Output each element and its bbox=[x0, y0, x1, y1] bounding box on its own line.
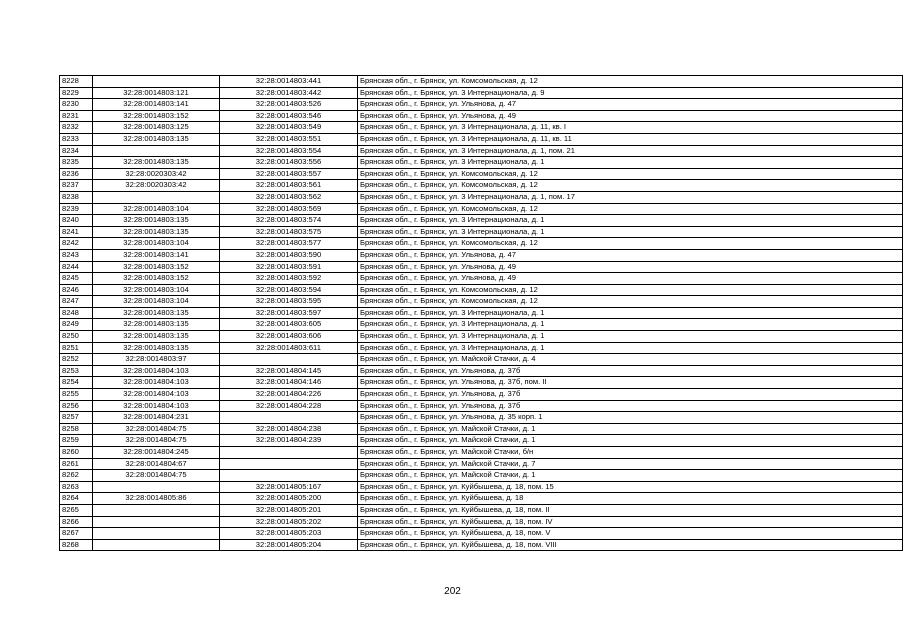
table-row bbox=[60, 528, 903, 540]
land-cadastral-number-cell: 32:28:0014803:97 bbox=[93, 354, 220, 366]
object-cadastral-number-cell: 32:28:0014803:442 bbox=[220, 87, 358, 99]
object-cadastral-number-cell bbox=[220, 447, 358, 459]
land-cadastral-number-cell: 32:28:0014804:245 bbox=[93, 447, 220, 459]
object-cadastral-number-cell: 32:28:0014803:606 bbox=[220, 331, 358, 343]
address-cell: Брянская обл., г. Брянск, ул. Куйбышева, д. 18, пом. II bbox=[358, 504, 903, 516]
land-cadastral-number-cell: 32:28:0014804:231 bbox=[93, 412, 220, 424]
row-number-cell: 8256 bbox=[60, 400, 93, 412]
table-row bbox=[60, 284, 903, 296]
land-cadastral-number-cell: 32:28:0020303:42 bbox=[93, 168, 220, 180]
land-cadastral-number-cell: 32:28:0014803:135 bbox=[93, 331, 220, 343]
address-cell: Брянская обл., г. Брянск, ул. Ульянова, д. 37б, пом. II bbox=[358, 377, 903, 389]
address-cell: Брянская обл., г. Брянск, ул. Майской Стачки, д. 1 bbox=[358, 423, 903, 435]
address-cell: Брянская обл., г. Брянск, ул. Комсомольская, д. 12 bbox=[358, 76, 903, 88]
table-row bbox=[60, 273, 903, 285]
table-row bbox=[60, 435, 903, 447]
object-cadastral-number-cell: 32:28:0014803:591 bbox=[220, 261, 358, 273]
row-number-cell: 8238 bbox=[60, 191, 93, 203]
object-cadastral-number-cell: 32:28:0014804:226 bbox=[220, 389, 358, 401]
object-cadastral-number-cell: 32:28:0014805:201 bbox=[220, 504, 358, 516]
table-row bbox=[60, 110, 903, 122]
row-number-cell: 8244 bbox=[60, 261, 93, 273]
address-cell: Брянская обл., г. Брянск, ул. 3 Интернационала, д. 1 bbox=[358, 319, 903, 331]
land-cadastral-number-cell: 32:28:0014803:125 bbox=[93, 122, 220, 134]
object-cadastral-number-cell: 32:28:0014804:145 bbox=[220, 365, 358, 377]
object-cadastral-number-cell: 32:28:0014803:592 bbox=[220, 273, 358, 285]
address-cell: Брянская обл., г. Брянск, ул. Майской Стачки, б/н bbox=[358, 447, 903, 459]
object-cadastral-number-cell: 32:28:0014803:526 bbox=[220, 99, 358, 111]
table-row bbox=[60, 180, 903, 192]
row-number-cell: 8233 bbox=[60, 133, 93, 145]
address-cell: Брянская обл., г. Брянск, ул. 3 Интернационала, д. 1, пом. 21 bbox=[358, 145, 903, 157]
object-cadastral-number-cell: 32:28:0014804:146 bbox=[220, 377, 358, 389]
address-cell: Брянская обл., г. Брянск, ул. Ульянова, д. 37б bbox=[358, 400, 903, 412]
row-number-cell: 8254 bbox=[60, 377, 93, 389]
land-cadastral-number-cell: 32:28:0014803:104 bbox=[93, 284, 220, 296]
object-cadastral-number-cell: 32:28:0014803:561 bbox=[220, 180, 358, 192]
table-row bbox=[60, 261, 903, 273]
row-number-cell: 8267 bbox=[60, 528, 93, 540]
row-number-cell: 8235 bbox=[60, 157, 93, 169]
row-number-cell: 8263 bbox=[60, 481, 93, 493]
row-number-cell: 8262 bbox=[60, 470, 93, 482]
row-number-cell: 8250 bbox=[60, 331, 93, 343]
row-number-cell: 8242 bbox=[60, 238, 93, 250]
land-cadastral-number-cell: 32:28:0014803:152 bbox=[93, 110, 220, 122]
table-row bbox=[60, 249, 903, 261]
land-cadastral-number-cell bbox=[93, 516, 220, 528]
object-cadastral-number-cell: 32:28:0014803:594 bbox=[220, 284, 358, 296]
object-cadastral-number-cell bbox=[220, 354, 358, 366]
object-cadastral-number-cell: 32:28:0014805:200 bbox=[220, 493, 358, 505]
table-row bbox=[60, 319, 903, 331]
row-number-cell: 8240 bbox=[60, 215, 93, 227]
table-row bbox=[60, 539, 903, 551]
object-cadastral-number-cell: 32:28:0014803:441 bbox=[220, 76, 358, 88]
address-cell: Брянская обл., г. Брянск, ул. 3 Интернационала, д. 11, кв. I bbox=[358, 122, 903, 134]
row-number-cell: 8261 bbox=[60, 458, 93, 470]
address-cell: Брянская обл., г. Брянск, ул. Майской Стачки, д. 7 bbox=[358, 458, 903, 470]
table-row bbox=[60, 191, 903, 203]
address-cell: Брянская обл., г. Брянск, ул. 3 Интернационала, д. 1 bbox=[358, 342, 903, 354]
address-cell: Брянская обл., г. Брянск, ул. Ульянова, д. 49 bbox=[358, 261, 903, 273]
table-row bbox=[60, 493, 903, 505]
row-number-cell: 8243 bbox=[60, 249, 93, 261]
land-cadastral-number-cell bbox=[93, 481, 220, 493]
land-cadastral-number-cell: 32:28:0014803:135 bbox=[93, 319, 220, 331]
address-cell: Брянская обл., г. Брянск, ул. Комсомольская, д. 12 bbox=[358, 238, 903, 250]
table-row bbox=[60, 168, 903, 180]
row-number-cell: 8246 bbox=[60, 284, 93, 296]
address-cell: Брянская обл., г. Брянск, ул. Комсомольская, д. 12 bbox=[358, 296, 903, 308]
object-cadastral-number-cell: 32:28:0014803:577 bbox=[220, 238, 358, 250]
object-cadastral-number-cell: 32:28:0014803:551 bbox=[220, 133, 358, 145]
address-cell: Брянская обл., г. Брянск, ул. Майской Стачки, д. 4 bbox=[358, 354, 903, 366]
object-cadastral-number-cell: 32:28:0014803:605 bbox=[220, 319, 358, 331]
address-cell: Брянская обл., г. Брянск, ул. 3 Интернационала, д. 1 bbox=[358, 157, 903, 169]
table-row bbox=[60, 99, 903, 111]
address-cell: Брянская обл., г. Брянск, ул. Ульянова, д. 37б bbox=[358, 365, 903, 377]
address-cell: Брянская обл., г. Брянск, ул. Комсомольская, д. 12 bbox=[358, 168, 903, 180]
land-cadastral-number-cell: 32:28:0014803:152 bbox=[93, 261, 220, 273]
row-number-cell: 8253 bbox=[60, 365, 93, 377]
table-row bbox=[60, 458, 903, 470]
table-row bbox=[60, 447, 903, 459]
table-row bbox=[60, 423, 903, 435]
address-cell: Брянская обл., г. Брянск, ул. Ульянова, д. 37б bbox=[358, 389, 903, 401]
address-cell: Брянская обл., г. Брянск, ул. Куйбышева, д. 18, пом. V bbox=[358, 528, 903, 540]
address-cell: Брянская обл., г. Брянск, ул. Ульянова, д. 49 bbox=[358, 110, 903, 122]
row-number-cell: 8260 bbox=[60, 447, 93, 459]
land-cadastral-number-cell: 32:28:0014803:135 bbox=[93, 342, 220, 354]
land-cadastral-number-cell: 32:28:0014804:103 bbox=[93, 389, 220, 401]
address-cell: Брянская обл., г. Брянск, ул. Ульянова, д. 35 корп. 1 bbox=[358, 412, 903, 424]
table-row bbox=[60, 133, 903, 145]
address-cell: Брянская обл., г. Брянск, ул. Комсомольская, д. 12 bbox=[358, 203, 903, 215]
address-cell: Брянская обл., г. Брянск, ул. 3 Интернационала, д. 1 bbox=[358, 307, 903, 319]
land-cadastral-number-cell: 32:28:0014803:135 bbox=[93, 157, 220, 169]
address-cell: Брянская обл., г. Брянск, ул. Ульянова, д. 47 bbox=[358, 249, 903, 261]
row-number-cell: 8241 bbox=[60, 226, 93, 238]
table-row bbox=[60, 354, 903, 366]
row-number-cell: 8229 bbox=[60, 87, 93, 99]
land-cadastral-number-cell: 32:28:0014803:152 bbox=[93, 273, 220, 285]
address-cell: Брянская обл., г. Брянск, ул. Ульянова, д. 49 bbox=[358, 273, 903, 285]
land-cadastral-number-cell: 32:28:0014803:135 bbox=[93, 133, 220, 145]
land-cadastral-number-cell: 32:28:0014804:75 bbox=[93, 423, 220, 435]
address-cell: Брянская обл., г. Брянск, ул. Ульянова, д. 47 bbox=[358, 99, 903, 111]
land-cadastral-number-cell: 32:28:0014804:75 bbox=[93, 470, 220, 482]
table-row bbox=[60, 365, 903, 377]
object-cadastral-number-cell: 32:28:0014803:546 bbox=[220, 110, 358, 122]
table-row bbox=[60, 296, 903, 308]
land-cadastral-number-cell: 32:28:0014803:141 bbox=[93, 99, 220, 111]
object-cadastral-number-cell: 32:28:0014804:239 bbox=[220, 435, 358, 447]
address-cell: Брянская обл., г. Брянск, ул. 3 Интернационала, д. 9 bbox=[358, 87, 903, 99]
land-cadastral-number-cell: 32:28:0014804:75 bbox=[93, 435, 220, 447]
land-cadastral-number-cell bbox=[93, 76, 220, 88]
land-cadastral-number-cell: 32:28:0014803:104 bbox=[93, 203, 220, 215]
object-cadastral-number-cell: 32:28:0014803:554 bbox=[220, 145, 358, 157]
row-number-cell: 8234 bbox=[60, 145, 93, 157]
address-cell: Брянская обл., г. Брянск, ул. 3 Интернационала, д. 11, кв. 11 bbox=[358, 133, 903, 145]
land-cadastral-number-cell: 32:28:0014803:135 bbox=[93, 307, 220, 319]
land-cadastral-number-cell: 32:28:0014805:86 bbox=[93, 493, 220, 505]
table-row bbox=[60, 516, 903, 528]
land-cadastral-number-cell: 32:28:0014803:141 bbox=[93, 249, 220, 261]
row-number-cell: 8232 bbox=[60, 122, 93, 134]
address-cell: Брянская обл., г. Брянск, ул. 3 Интернационала, д. 1 bbox=[358, 215, 903, 227]
row-number-cell: 8255 bbox=[60, 389, 93, 401]
address-cell: Брянская обл., г. Брянск, ул. Куйбышева, д. 18, пом. IV bbox=[358, 516, 903, 528]
row-number-cell: 8239 bbox=[60, 203, 93, 215]
land-cadastral-number-cell: 32:28:0014803:135 bbox=[93, 215, 220, 227]
address-cell: Брянская обл., г. Брянск, ул. 3 Интернационала, д. 1 bbox=[358, 226, 903, 238]
row-number-cell: 8230 bbox=[60, 99, 93, 111]
object-cadastral-number-cell bbox=[220, 458, 358, 470]
row-number-cell: 8228 bbox=[60, 76, 93, 88]
row-number-cell: 8231 bbox=[60, 110, 93, 122]
object-cadastral-number-cell: 32:28:0014805:204 bbox=[220, 539, 358, 551]
object-cadastral-number-cell: 32:28:0014805:167 bbox=[220, 481, 358, 493]
address-cell: Брянская обл., г. Брянск, ул. Куйбышева, д. 18, пом. 15 bbox=[358, 481, 903, 493]
cadastral-table-body bbox=[60, 76, 903, 551]
land-cadastral-number-cell: 32:28:0014804:67 bbox=[93, 458, 220, 470]
land-cadastral-number-cell: 32:28:0014803:104 bbox=[93, 296, 220, 308]
table-row bbox=[60, 412, 903, 424]
land-cadastral-number-cell: 32:28:0014804:103 bbox=[93, 377, 220, 389]
land-cadastral-number-cell: 32:28:0014804:103 bbox=[93, 365, 220, 377]
object-cadastral-number-cell: 32:28:0014803:590 bbox=[220, 249, 358, 261]
table-row bbox=[60, 307, 903, 319]
land-cadastral-number-cell bbox=[93, 539, 220, 551]
object-cadastral-number-cell bbox=[220, 412, 358, 424]
land-cadastral-number-cell bbox=[93, 528, 220, 540]
table-row bbox=[60, 238, 903, 250]
address-cell: Брянская обл., г. Брянск, ул. Куйбышева, д. 18 bbox=[358, 493, 903, 505]
row-number-cell: 8248 bbox=[60, 307, 93, 319]
table-row bbox=[60, 157, 903, 169]
row-number-cell: 8257 bbox=[60, 412, 93, 424]
table-row bbox=[60, 331, 903, 343]
row-number-cell: 8264 bbox=[60, 493, 93, 505]
row-number-cell: 8258 bbox=[60, 423, 93, 435]
object-cadastral-number-cell: 32:28:0014804:228 bbox=[220, 400, 358, 412]
table-row bbox=[60, 76, 903, 88]
object-cadastral-number-cell: 32:28:0014803:575 bbox=[220, 226, 358, 238]
table-row bbox=[60, 400, 903, 412]
address-cell: Брянская обл., г. Брянск, ул. Куйбышева, д. 18, пом. VIII bbox=[358, 539, 903, 551]
row-number-cell: 8245 bbox=[60, 273, 93, 285]
table-row bbox=[60, 481, 903, 493]
land-cadastral-number-cell: 32:28:0014803:104 bbox=[93, 238, 220, 250]
object-cadastral-number-cell: 32:28:0014803:611 bbox=[220, 342, 358, 354]
object-cadastral-number-cell: 32:28:0014805:202 bbox=[220, 516, 358, 528]
land-cadastral-number-cell bbox=[93, 504, 220, 516]
table-row bbox=[60, 377, 903, 389]
land-cadastral-number-cell: 32:28:0014804:103 bbox=[93, 400, 220, 412]
object-cadastral-number-cell: 32:28:0014803:556 bbox=[220, 157, 358, 169]
land-cadastral-number-cell: 32:28:0020303:42 bbox=[93, 180, 220, 192]
table-row bbox=[60, 226, 903, 238]
object-cadastral-number-cell: 32:28:0014803:574 bbox=[220, 215, 358, 227]
table-row bbox=[60, 145, 903, 157]
table-row bbox=[60, 504, 903, 516]
object-cadastral-number-cell: 32:28:0014803:549 bbox=[220, 122, 358, 134]
row-number-cell: 8237 bbox=[60, 180, 93, 192]
page-number: 202 bbox=[444, 586, 461, 597]
table-row bbox=[60, 470, 903, 482]
table-row bbox=[60, 87, 903, 99]
address-cell: Брянская обл., г. Брянск, ул. 3 Интернационала, д. 1 bbox=[358, 331, 903, 343]
row-number-cell: 8266 bbox=[60, 516, 93, 528]
row-number-cell: 8236 bbox=[60, 168, 93, 180]
table-row bbox=[60, 122, 903, 134]
row-number-cell: 8247 bbox=[60, 296, 93, 308]
object-cadastral-number-cell: 32:28:0014803:597 bbox=[220, 307, 358, 319]
row-number-cell: 8252 bbox=[60, 354, 93, 366]
object-cadastral-number-cell: 32:28:0014803:595 bbox=[220, 296, 358, 308]
land-cadastral-number-cell: 32:28:0014803:121 bbox=[93, 87, 220, 99]
row-number-cell: 8251 bbox=[60, 342, 93, 354]
object-cadastral-number-cell: 32:28:0014803:562 bbox=[220, 191, 358, 203]
land-cadastral-number-cell: 32:28:0014803:135 bbox=[93, 226, 220, 238]
object-cadastral-number-cell: 32:28:0014803:557 bbox=[220, 168, 358, 180]
address-cell: Брянская обл., г. Брянск, ул. 3 Интернационала, д. 1, пом. 17 bbox=[358, 191, 903, 203]
table-row bbox=[60, 203, 903, 215]
row-number-cell: 8259 bbox=[60, 435, 93, 447]
address-cell: Брянская обл., г. Брянск, ул. Комсомольская, д. 12 bbox=[358, 284, 903, 296]
cadastral-table bbox=[59, 75, 903, 551]
object-cadastral-number-cell: 32:28:0014803:569 bbox=[220, 203, 358, 215]
land-cadastral-number-cell bbox=[93, 145, 220, 157]
land-cadastral-number-cell bbox=[93, 191, 220, 203]
table-row bbox=[60, 215, 903, 227]
table-row bbox=[60, 342, 903, 354]
row-number-cell: 8249 bbox=[60, 319, 93, 331]
address-cell: Брянская обл., г. Брянск, ул. Майской Стачки, д. 1 bbox=[358, 435, 903, 447]
table-row bbox=[60, 389, 903, 401]
object-cadastral-number-cell bbox=[220, 470, 358, 482]
address-cell: Брянская обл., г. Брянск, ул. Комсомольская, д. 12 bbox=[358, 180, 903, 192]
row-number-cell: 8265 bbox=[60, 504, 93, 516]
object-cadastral-number-cell: 32:28:0014805:203 bbox=[220, 528, 358, 540]
object-cadastral-number-cell: 32:28:0014804:238 bbox=[220, 423, 358, 435]
row-number-cell: 8268 bbox=[60, 539, 93, 551]
address-cell: Брянская обл., г. Брянск, ул. Майской Стачки, д. 1 bbox=[358, 470, 903, 482]
